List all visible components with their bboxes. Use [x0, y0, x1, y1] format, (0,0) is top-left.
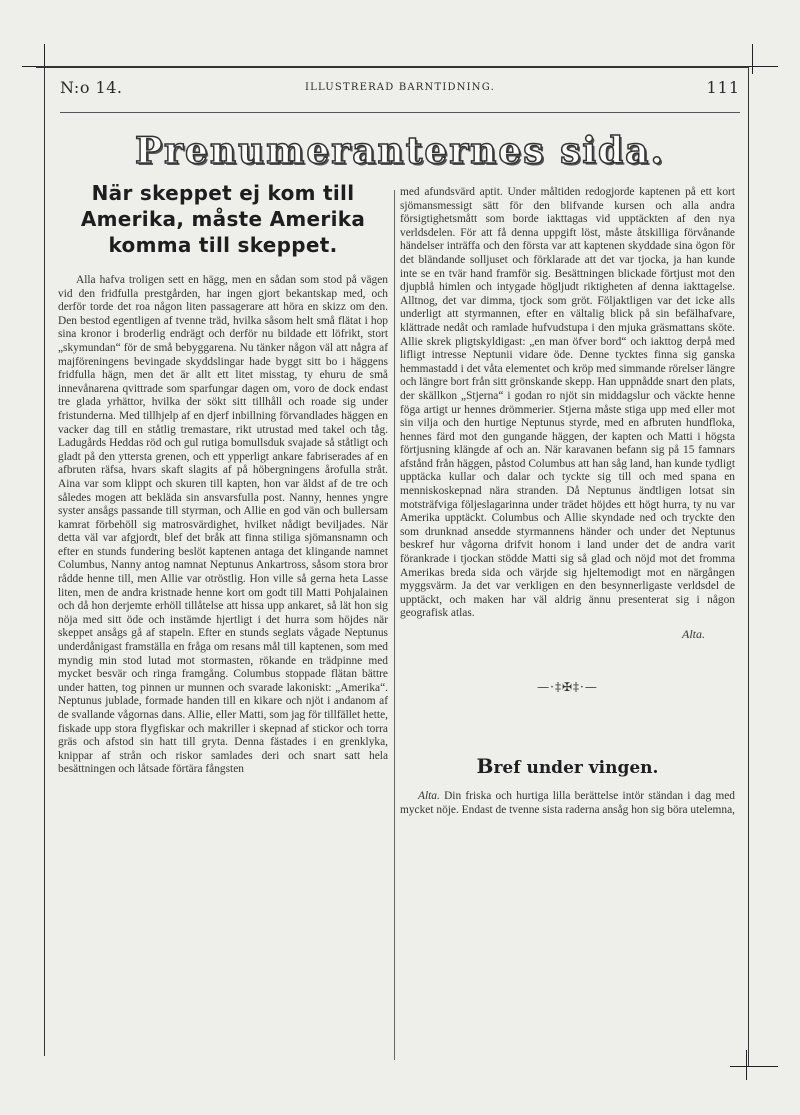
running-header [60, 78, 740, 104]
page-number: 111 [706, 78, 740, 97]
issue-number: N:o 14. [60, 78, 123, 97]
section-title-initial: B [476, 754, 494, 778]
article-signature: Alta. [682, 627, 705, 641]
crop-mark-bottom-right-v [746, 1050, 747, 1080]
left-column [58, 180, 388, 777]
letter-intro-text: Din friska och hurtiga lilla berättelse intör ständan i dag med mycket nöje. Endast de tvenne sista raderna ansåg hon sig böra utelemna, [400, 790, 735, 816]
article-body-left: Alla hafva troligen sett en hägg, men en sådan som stod på vägen vid den fridfulla prestgården, har ingen gjort bekantskap med, och derför torde det roa någon liten passagerare att höra en skizz om den. Den bestod egentligen af tvenne träd, hvilka såsom helt små flätat i hop sina kronor i broderlig endrägt och derför nu bildade ett löfrikt, stort „skymundan“ för de små bebyggarena. Nu tänker någon väl att några af majföreningens bevingade skyddslingar hade byggt sitt bo i häggens fridfulla hägn, men det är allt ett litet misstag, ty ehuru de små innevånarena qvittrade som sparfungar dagen om, voro de dock endast tre glada yrhättor, hvilka der sökt sitt tillhåll och roade sig under fristunderna. Med tillhjelp af en djerf inbillning förvandlades häggen en vacker dag till en ståtlig tremastare, rikt utrustad med takel och tåg. Ladugårds Heddas röd och gul rutiga bomullsduk svajade så ståtligt och gladt på den yttersta grenen, och ett ypperligt ankare fabriserades af en afbruten räfsa, hvars skaft slagits af på höbergningens årofulla stråt. Aina var som klippt och skuren till kapten, hon var äldst af de tre och således mogen att bekläda sin ansvarsfulla post. Nanny, hennes yngre syster ansågs passande till styrman, och Allie en god vän och bullersam kamrat förbehöll sig matrosvärdighet, hvilket nådigt beviljades. När detta väl var afgjordt, blef det bråk att finna stiliga sjömansnamn och efter en stunds fundering beslöt kaptenen antaga det klingande namnet Columbus, Nanny antog namnat Neptunus Ankartross, såsom stora bror rådde henne till, men Allie var otröstlig. Hon ville så gerna heta Lasse liten, men de andra kristnade henne kort om godt till Matti Pohjalainen och då hon derjemte erhöll tillåtelse att hissa upp ankaret, så lät hon sig nöja med sitt öde och instämde hjertligt i det hurra som höjdes när skeppet ansågs gå af stapeln. Efter en stunds seglats vågade Neptunus underdånigast framställa en fråga om resans mål till kaptenen, som med myndig min stod lutad mot stormasten, rökande en trädpinne med mycket besvär och ringa framgång. Columbus stoppade flätan bättre under hatten, tog pinnen ur munnen och svarade lakoniskt: „Amerika“. Neptunus jublade, formade handen till en kikare och njöt i andanom af de svallande vågornas dans. Allie, eller Matti, som jag för tillfället hette, fiskade upp stora flygfiskar och makriller i skepnad af stickor och torra gräs och afstod sin hatt till gryta. Denna fästades i en grenklyka, knippar af strån och riskor samlades deri och snart satt hela besättningen och låtsade förtära fångsten [58, 274, 388, 776]
section-title-rest: ref under vingen. [493, 758, 659, 778]
header-rule [60, 112, 740, 113]
article-title: När skeppet ej kom till Amerika, måste Amerika komma till skeppet. [80, 181, 366, 257]
column-divider [394, 190, 395, 1060]
ornament-divider: —·‡✠‡·— [537, 680, 598, 694]
publication-name: ILLUSTRERAD BARNTIDNING. [305, 82, 495, 93]
section-title [400, 754, 735, 778]
frame-left [44, 66, 45, 1056]
crop-mark-top-right-v [752, 44, 753, 74]
frame-right [748, 66, 749, 1066]
right-column [400, 186, 735, 817]
frame-top [36, 66, 748, 68]
page-title: Prenumeranternes sida. [134, 130, 666, 172]
letter-intro-signature: Alta. [418, 790, 440, 802]
article-body-right: med afundsvärd aptit. Under måltiden redogjorde kaptenen på ett kort sjömansmessigt sätt för den blifvande kursen och alla andra försigtighetsmått som borde iakttagas vid upptäckten af den nya verldsdelen. För att få denna uppgift löst, måste åtskilliga förvånande händelser inträffa och den första var att kaptenen skyddade sina ögon för det bländande solljuset och förklarade att det var tjocka, ja han kunde inte se en tvär hand framför sig. Besättningen blickade förtjust mot den djupblå himlen och intygade högljudt riktigheten af denna iakttagelse. Alltnog, det var dimma, tjock som gröt. Följaktligen var det icke alls underligt att styrmannen, efter en vältalig blick på sin befälhafvare, klättrade nedåt och ramlade hufvudstupa i den mjuka gräsmattans sköte. Allie skrek pligtskyldigast: „en man öfver bord“ och iakttog derpå med lifligt intresse Neptunii vidare öde. Denne tycktes finna sig ganska hemmastadd i det våta elementet och kröp med simmande rörelser längre och längre bort från sitt grönskande skepp. Han uppnådde snart den plats, der skällkon „Stjerna“ i godan ro njöt sin middagslur och väckte henne föga artigt ur hennes drömmerier. Stjerna måste stiga upp med eller mot sin vilja och den hurtige Neptunus styrde, med en afbruten hundfloka, hennes färd mot den gungande häggen, der kapten och Matti i högsta förtjusning klängde af och an. När karavanen befann sig på 15 famnars afstånd från häggen, påstod Columbus att han såg land, han kunde tydligt upptäcka kullar och dalar och tyckte sig till och med spana en menniskoskepnad nära stranden. Då Neptunus ändtligen lotsat sin motsträfviga följeslagarinna under trädet höjdes ett högt hurra, ty nu var Amerika upptäckt. Columbus och Allie skyndade ned och tryckte den som drunknad ansedde styrmannens händer och under det Neptunus beskref hur vågorna drifvit honom i land under det de andra varit förankrade i tjockan stödde Matti sig så glad och nöjd mot det fromma Amerikas breda sida och värjde sig hjeltemodigt mot en närgången myggsvärm. Ja det var verkligen en den besynnerligaste verldsdel de upptäckt, och maken har väl aldrig ännu presenterat sig i någon geografisk atlas. [400, 186, 735, 620]
letter-intro [400, 790, 735, 817]
crop-mark-bottom-right-h [730, 1066, 778, 1067]
